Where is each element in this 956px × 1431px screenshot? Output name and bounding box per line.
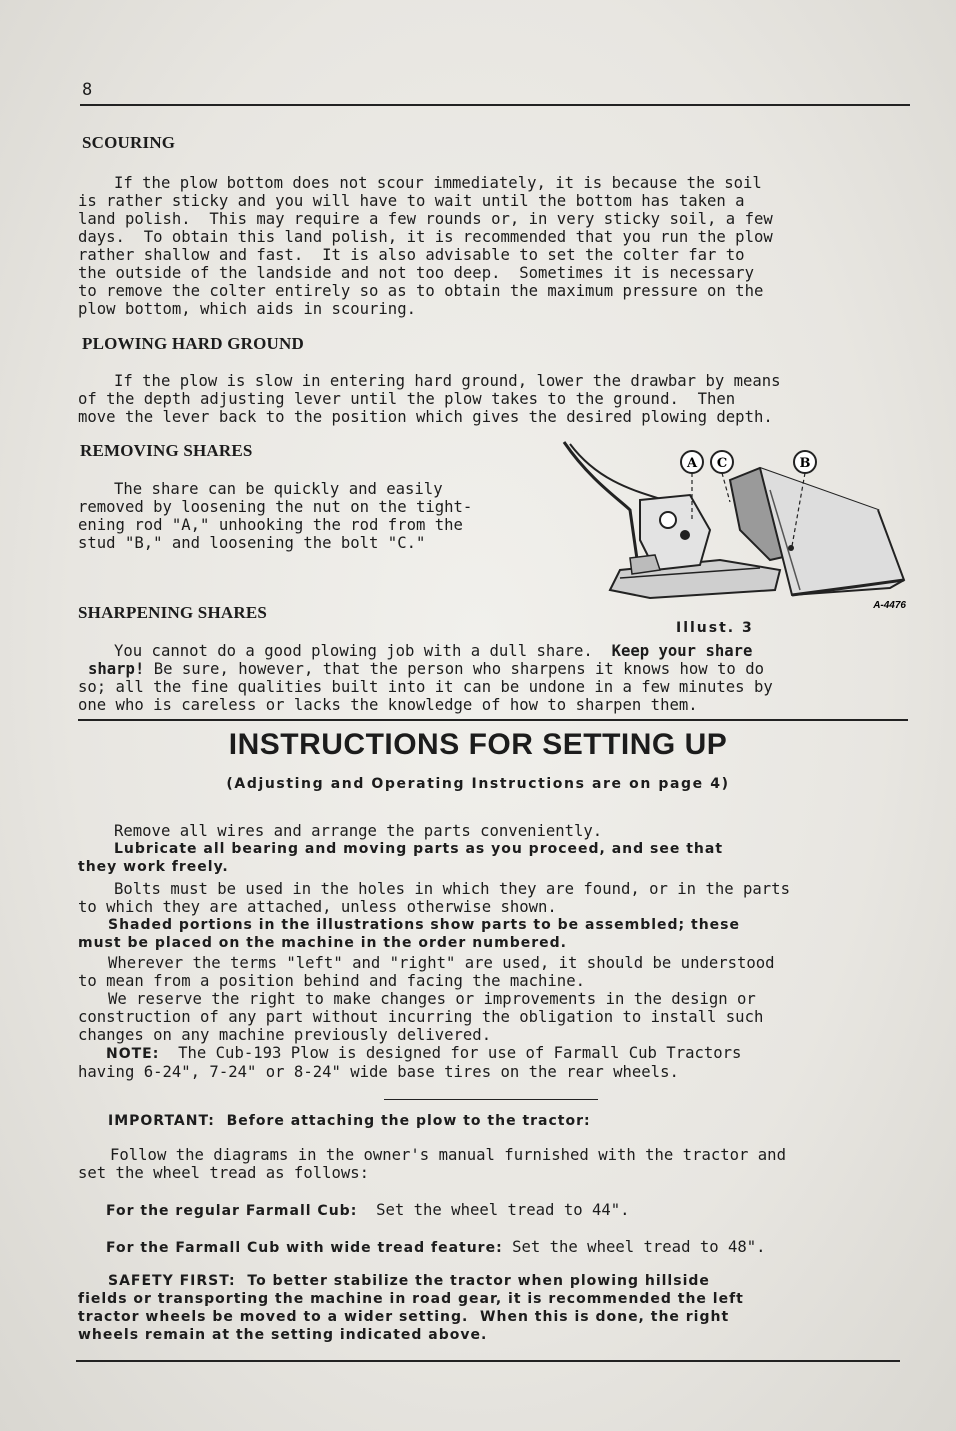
plowing-hard-ground-paragraph [78,372,908,426]
safety-first-paragraph [78,1272,908,1344]
sharpening-shares-heading: SHARPENING SHARES [78,603,268,622]
text-line: Bolts must be used in the holes in which they are found, or in the parts [114,880,790,898]
setup-instructions [78,822,908,1081]
text-line: SAFETY FIRST: To better stabilize the tractor when plowing hillside [108,1273,710,1289]
plow-share-illustration [560,440,908,616]
text-line: so; all the fine qualities built into it can be undone in a few minutes by [78,678,773,696]
wheel-tread-paragraph [78,1146,908,1182]
emphasis-text: Keep your share [611,642,753,660]
scouring-paragraph [78,174,908,318]
text-line: the outside of the landside and not too deep. Sometimes it is necessary [78,264,754,282]
text-line: tractor wheels be moved to a wider setting. When this is done, the right [78,1309,730,1325]
text-line: set the wheel tread as follows: [78,1164,370,1182]
bottom-rule [76,1360,900,1362]
text-line: having 6-24", 7-24" or 8-24" wide base tires on the rear wheels. [78,1063,679,1081]
text-line: changes on any machine previously delivered. [78,1026,492,1044]
text-line: If the plow bottom does not scour immediately, it is because the soil [114,174,762,192]
text-line: move the lever back to the position which gives the desired plowing depth. [78,408,773,426]
text-line: must be placed on the machine in the order numbered. [78,935,567,951]
short-divider [384,1099,598,1100]
text-line: construction of any part without incurring the obligation to install such [78,1008,764,1026]
text-line: Remove all wires and arrange the parts conveniently. [114,822,603,840]
text-line: one who is careless or lacks the knowledge of how to sharpen them. [78,696,698,714]
sharpening-shares-paragraph [78,642,908,714]
emphasis-text: sharp! [88,660,145,678]
regular-cub-label: For the regular Farmall Cub: [106,1203,358,1219]
text-line: land polish. This may require a few rounds or, in very sticky soil, a few [78,210,773,228]
text-line: stud "B," and loosening the bolt "C." [78,534,426,552]
text-segment: Before attaching the plow to the tractor: [214,1113,591,1129]
note-label: NOTE: [106,1046,160,1062]
regular-cub-setting [78,1201,908,1220]
text-line: they work freely. [78,859,229,875]
important-label: IMPORTANT: [108,1113,215,1129]
text-segment: The Cub-193 Plow is designed for use of Farmall Cub Tractors [159,1044,742,1062]
scouring-heading: SCOURING [82,133,176,152]
callout-a: A [686,456,698,471]
wide-tread-label: For the Farmall Cub with wide tread feature: [106,1240,503,1256]
top-rule [80,104,910,106]
text-line: to remove the colter entirely so as to obtain the maximum pressure on the [78,282,764,300]
callout-c: C [716,456,728,471]
text-line: days. To obtain this land polish, it is recommended that you run the plow [78,228,773,246]
text-line: Follow the diagrams in the owner's manual furnished with the tractor and [110,1146,786,1164]
illustration-caption: Illust. 3 [676,620,754,636]
setup-title: INSTRUCTIONS FOR SETTING UP [228,728,728,761]
callout-b: B [799,456,811,471]
text-line: of the depth adjusting lever until the plow takes to the ground. Then [78,390,736,408]
text-segment: Be sure, however, that the person who sharpens it knows how to do [144,660,764,678]
text-line: If the plow is slow in entering hard ground, lower the drawbar by means [114,372,781,390]
text-line: Shaded portions in the illustrations show parts to be assembled; these [108,917,740,933]
text-line: plow bottom, which aids in scouring. [78,300,416,318]
removing-shares-heading: REMOVING SHARES [80,441,253,460]
text-line: We reserve the right to make changes or improvements in the design or [108,990,756,1008]
text-segment: Set the wheel tread to 44". [357,1201,630,1219]
section-rule [78,719,908,721]
text-line: is rather sticky and you will have to wait until the bottom has taken a [78,192,745,210]
text-line: rather shallow and fast. It is also advisable to set the colter far to [78,246,745,264]
text-line: The share can be quickly and easily [114,480,443,498]
text-line: to which they are attached, unless otherwise shown. [78,898,557,916]
removing-shares-paragraph [78,480,548,552]
important-section [78,1111,908,1130]
text-line: fields or transporting the machine in road gear, it is recommended the left [78,1291,744,1307]
illustration-code: A-4476 [873,600,906,611]
text-segment: Set the wheel tread to 48". [502,1238,766,1256]
text-segment: You cannot do a good plowing job with a dull share. [114,642,612,660]
setup-subtitle: (Adjusting and Operating Instructions are on page 4) [226,776,730,792]
text-line: Lubricate all bearing and moving parts as you proceed, and see that [114,841,724,857]
text-line: removed by loosening the nut on the tight- [78,498,473,516]
wide-tread-setting [78,1238,908,1257]
text-line: to mean from a position behind and facing the machine. [78,972,585,990]
page-number: 8 [82,80,93,100]
plowing-hard-ground-heading: PLOWING HARD GROUND [82,334,304,353]
text-line: wheels remain at the setting indicated above. [78,1327,488,1343]
text-line: Wherever the terms "left" and "right" are used, it should be understood [108,954,775,972]
text-line: ening rod "A," unhooking the rod from the [78,516,463,534]
